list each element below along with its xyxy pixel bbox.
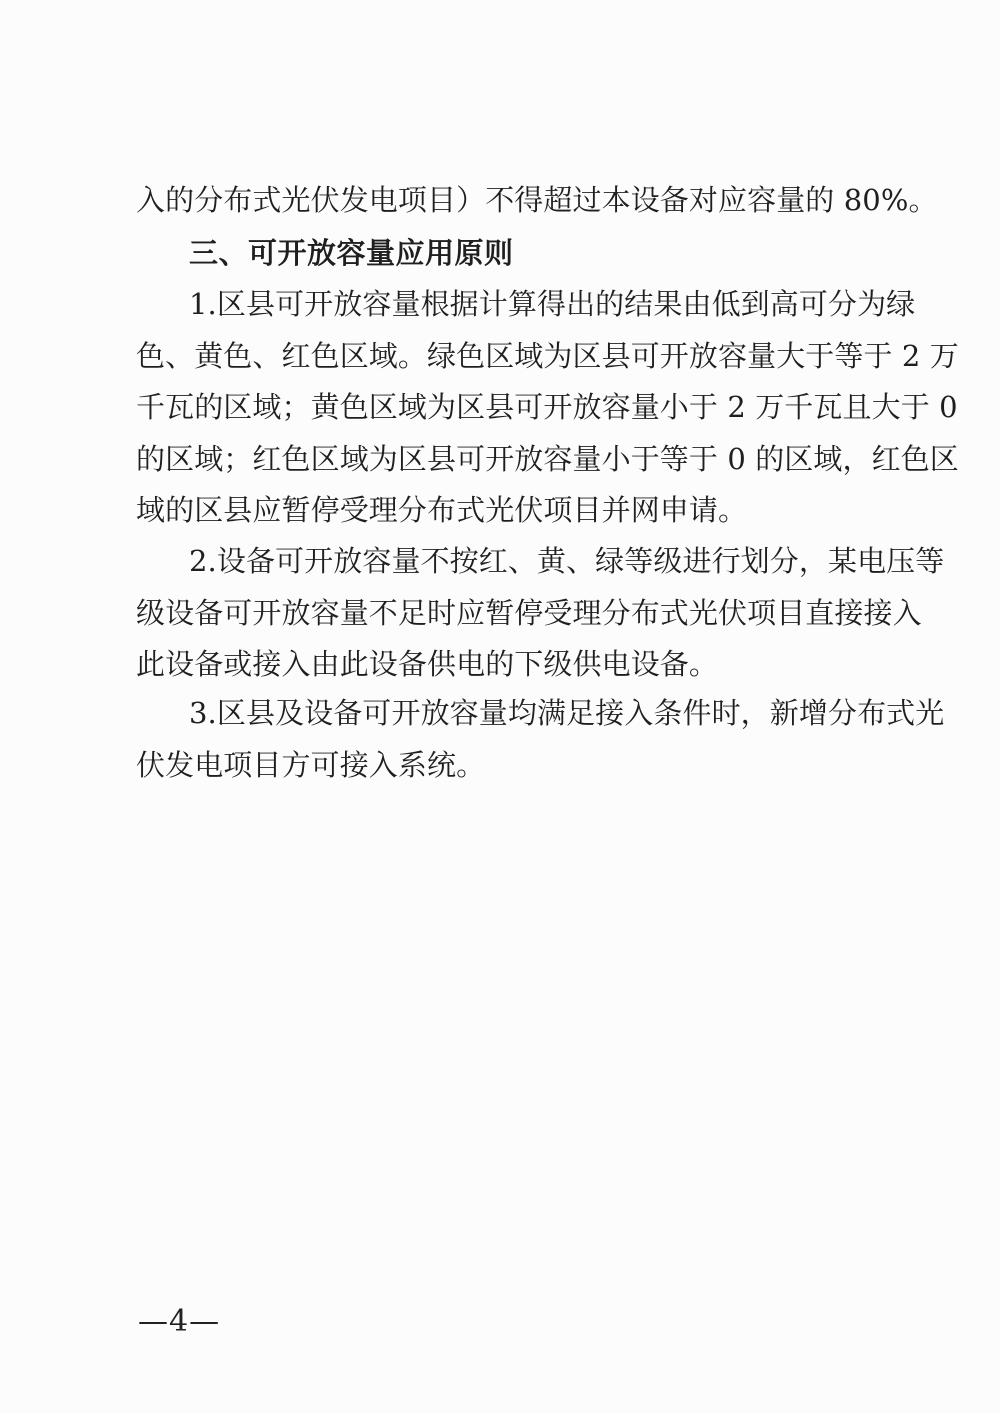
page-number: —4— (138, 1304, 221, 1339)
paragraph-line: 伏发电项目方可接入系统。 (136, 747, 486, 782)
continuation-paragraph (136, 175, 938, 227)
paragraph-2 (136, 536, 945, 691)
paragraph-line: 此设备或接入由此设备供电的下级供电设备。 (136, 647, 719, 681)
section-heading: 三、可开放容量应用原则 (189, 236, 514, 270)
paragraph-line: 3.区县及设备可开放容量均满足接入条件时，新增分布式光 (189, 696, 945, 730)
paragraph-line: 域的区县应暂停受理分布式光伏项目并网申请。 (136, 493, 748, 527)
paragraph-line: 的区域；红色区域为区县可开放容量小于等于 0 的区域，红色区 (136, 441, 959, 476)
paragraph-1 (136, 279, 959, 537)
paragraph-line: 千瓦的区域；黄色区域为区县可开放容量小于 2 万千瓦且大于 0 (136, 390, 958, 424)
paragraph-line: 入的分布式光伏发电项目）不得超过本设备对应容量的 80%。 (136, 183, 938, 217)
paragraph-3 (136, 688, 945, 791)
paragraph-line: 色、黄色、红色区域。绿色区域为区县可开放容量大于等于 2 万 (136, 338, 959, 373)
paragraph-line: 2.设备可开放容量不按红、黄、绿等级进行划分，某电压等 (189, 544, 945, 578)
paragraph-line: 级设备可开放容量不足时应暂停受理分布式光伏项目直接接入 (136, 595, 922, 630)
paragraph-line: 1.区县可开放容量根据计算得出的结果由低到高可分为绿 (189, 287, 916, 321)
